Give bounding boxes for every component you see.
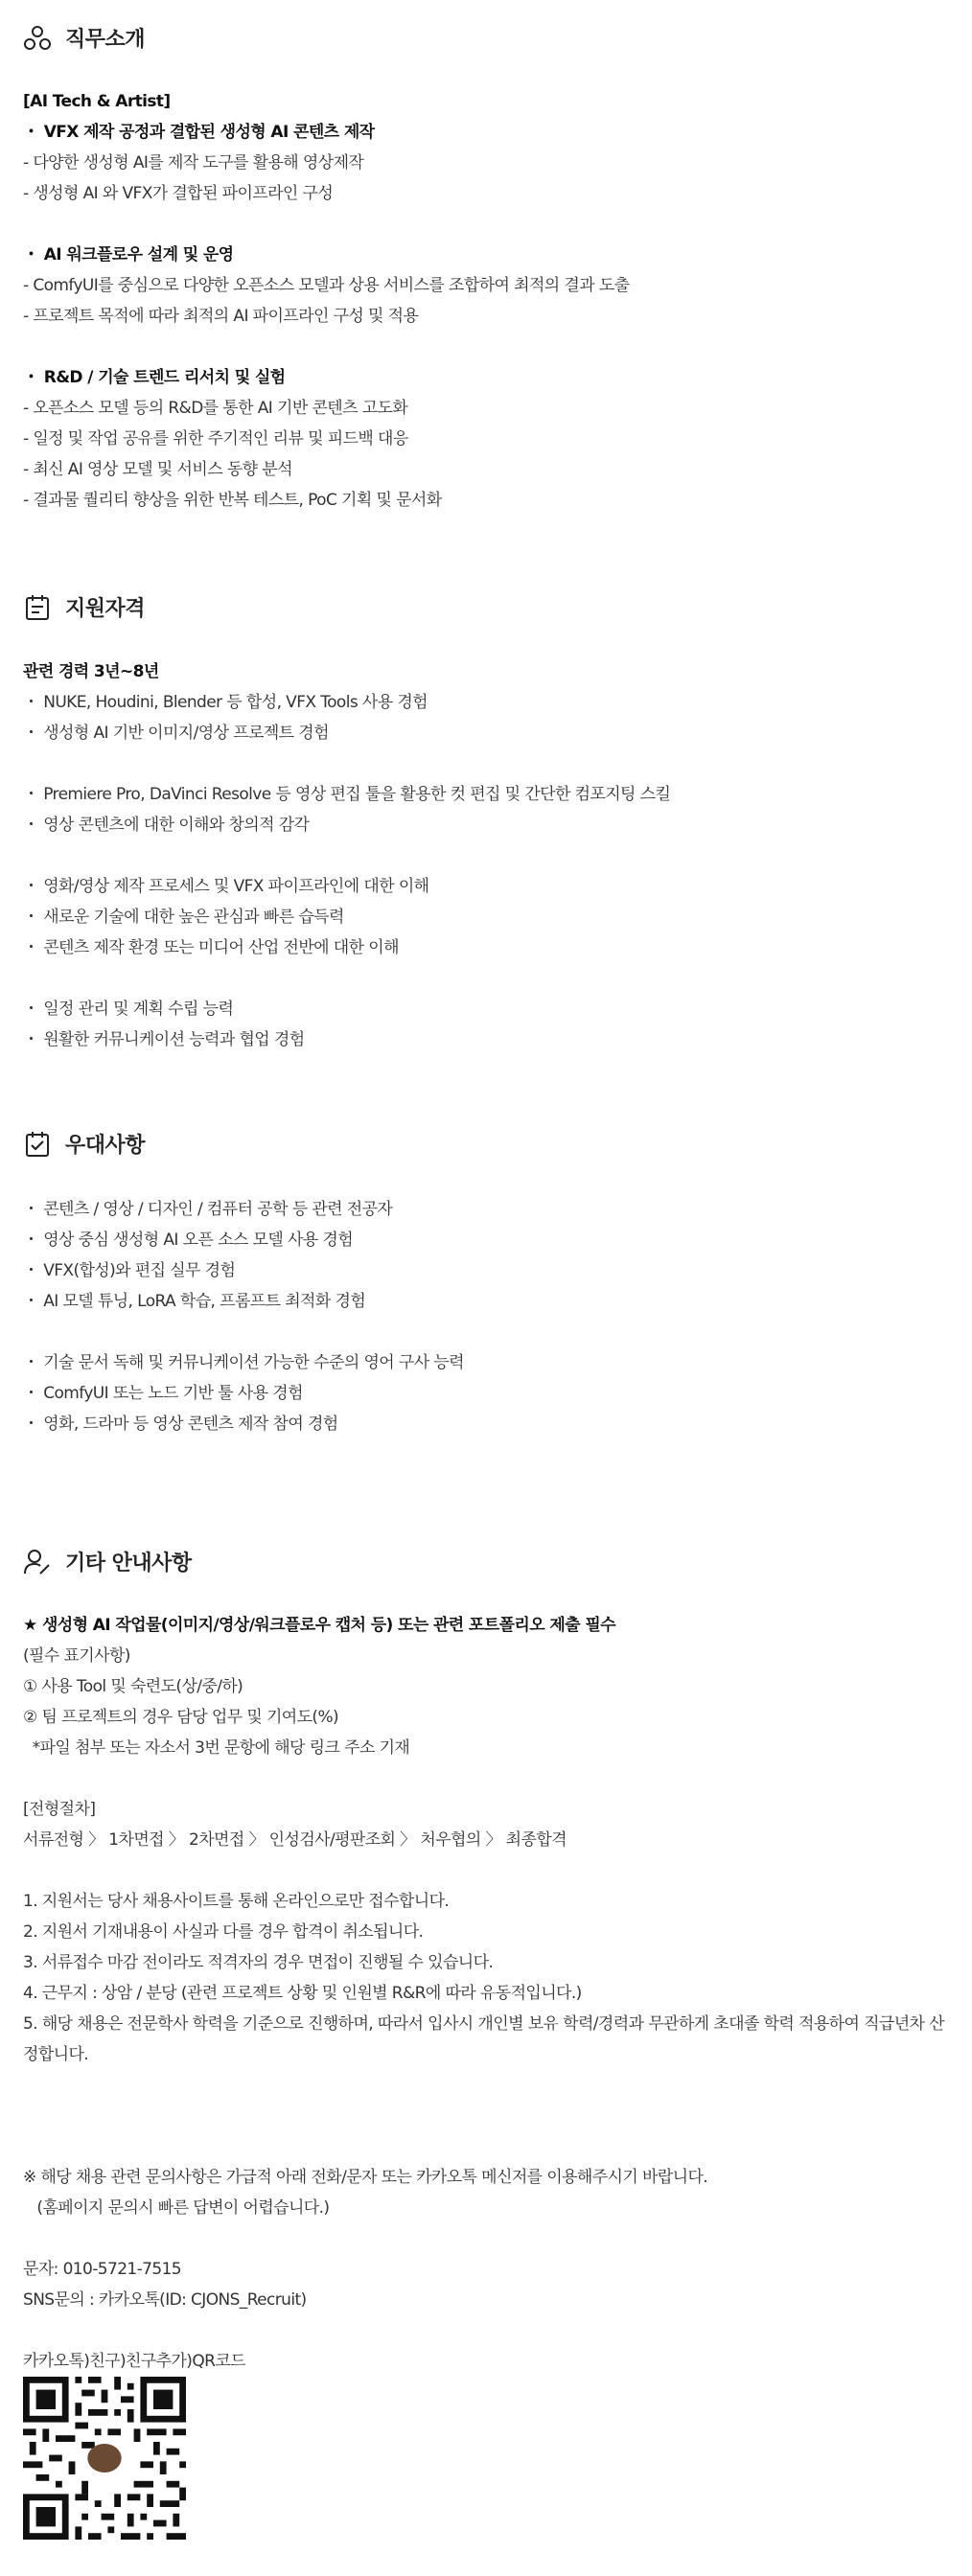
- section-qualifications-title: 지원자격: [65, 597, 146, 621]
- other-line: 3. 서류접수 마감 전이라도 적격자의 경우 면접이 진행될 수 있습니다.: [23, 1953, 494, 1972]
- pref-line: ・ 기술 문서 독해 및 커뮤니케이션 가능한 수준의 영어 구사 능력: [23, 1353, 464, 1372]
- contact-line: 문자: 010-5721-7515: [23, 2260, 182, 2279]
- intro-line: - 최신 AI 영상 모델 및 서비스 동향 분석: [23, 460, 292, 479]
- qual-line: ・ 생성형 AI 기반 이미지/영상 프로젝트 경험: [23, 724, 329, 743]
- intro-line: [AI Tech & Artist]: [23, 92, 171, 111]
- section-other-title: 기타 안내사항: [65, 1552, 192, 1576]
- intro-line: - 다양한 생성형 AI를 제작 도구를 활용해 영상제작: [23, 153, 364, 172]
- intro-line: - 일정 및 작업 공유를 위한 주기적인 리뷰 및 피드백 대응: [23, 429, 408, 448]
- pref-line: ・ ComfyUI 또는 노드 기반 툴 사용 경험: [23, 1384, 303, 1403]
- section-other-body: [23, 1610, 953, 2070]
- qual-line: [23, 963, 953, 994]
- section-other-header: [23, 1547, 192, 1576]
- other-line: ★ 생성형 AI 작업물(이미지/영상/워크플로우 캡처 등) 또는 관련 포트폴리오 제출 필수: [23, 1616, 615, 1635]
- other-line: ② 팀 프로젝트의 경우 담당 업무 및 기여도(%): [23, 1708, 339, 1727]
- section-intro-title: 직무소개: [65, 28, 146, 52]
- other-line: [23, 1763, 953, 1794]
- other-line: ① 사용 Tool 및 숙련도(상/중/하): [23, 1677, 243, 1696]
- qual-line: ・ 원활한 커뮤니케이션 능력과 협업 경험: [23, 1030, 305, 1049]
- pref-line: ・ VFX(합성)와 편집 실무 경험: [23, 1261, 236, 1280]
- contact-line: [23, 2223, 953, 2254]
- contact-line: (홈페이지 문의시 빠른 답변이 어렵습니다.): [23, 2198, 330, 2218]
- contact-line: [23, 2315, 953, 2346]
- pref-line: [23, 1317, 953, 1347]
- intro-line: ・ R&D / 기술 트렌드 리서치 및 실험: [23, 368, 286, 387]
- contact-block: [23, 2162, 953, 2377]
- other-line: *파일 첨부 또는 자소서 3번 문항에 해당 링크 주소 기재: [23, 1738, 410, 1758]
- qual-line: [23, 748, 953, 779]
- pref-line: ・ 콘텐츠 / 영상 / 디자인 / 컴퓨터 공학 등 관련 전공자: [23, 1200, 393, 1219]
- qual-line: ・ 영상 콘텐츠에 대한 이해와 창의적 감각: [23, 816, 310, 835]
- qual-line: ・ 새로운 기술에 대한 높은 관심과 빠른 습득력: [23, 908, 344, 927]
- qual-line: ・ 콘텐츠 제작 환경 또는 미디어 산업 전반에 대한 이해: [23, 938, 399, 957]
- intro-line: - 결과물 퀄리티 향상을 위한 반복 테스트, PoC 기획 및 문서화: [23, 491, 442, 510]
- other-line: [전형절차]: [23, 1800, 96, 1819]
- other-line: 서류전형 〉 1차면접 〉 2차면접 〉 인성검사/평판조회 〉 처우협의 〉 최종합격: [23, 1830, 567, 1850]
- contact-line: SNS문의 : 카카오톡(ID: CJONS_Recruit): [23, 2290, 307, 2310]
- section-preferred-body: [23, 1194, 953, 1439]
- contact-line: ※ 해당 채용 관련 문의사항은 가급적 아래 전화/문자 또는 카카오톡 메신저를 이용해주시기 바랍니다.: [23, 2168, 708, 2187]
- other-line: 1. 지원서는 당사 채용사이트를 통해 온라인으로만 접수합니다.: [23, 1892, 450, 1911]
- other-line: (필수 표기사항): [23, 1646, 130, 1666]
- section-preferred-title: 우대사항: [65, 1134, 146, 1158]
- intro-line: [23, 332, 953, 362]
- qual-line: ・ NUKE, Houdini, Blender 등 합성, VFX Tools 사용 경험: [23, 693, 428, 712]
- pref-line: ・ AI 모델 튜닝, LoRA 학습, 프롬프트 최적화 경험: [23, 1292, 366, 1311]
- other-line: 2. 지원서 기재내용이 사실과 다를 경우 합격이 취소됩니다.: [23, 1922, 424, 1942]
- pref-line: ・ 영화, 드라마 등 영상 콘텐츠 제작 참여 경험: [23, 1414, 338, 1434]
- checkbox-icon: [23, 1130, 52, 1159]
- intro-line: - 프로젝트 목적에 따라 최적의 AI 파이프라인 구성 및 적용: [23, 307, 419, 326]
- qr-code[interactable]: [23, 2377, 186, 2540]
- section-preferred-header: [23, 1129, 145, 1159]
- intro-line: - ComfyUI를 중심으로 다양한 오픈소스 모델과 상용 서비스를 조합하여 최적의 결과 도출: [23, 276, 630, 295]
- clipboard-icon: [23, 593, 52, 622]
- other-note-5: 5. 해당 채용은 전문학사 학력을 기준으로 진행하며, 따라서 입사시 개인별 보유 학력/경력과 무관하게 초대졸 학력 적용하여 직급년차 산정합니다.: [23, 2014, 945, 2064]
- qual-line: 관련 경력 3년~8년: [23, 662, 159, 681]
- qual-line: ・ 영화/영상 제작 프로세스 및 VFX 파이프라인에 대한 이해: [23, 877, 429, 896]
- intro-line: [23, 209, 953, 240]
- section-intro-header: [23, 23, 145, 53]
- org-icon: [23, 24, 52, 53]
- intro-line: - 오픈소스 모델 등의 R&D를 통한 AI 기반 콘텐츠 고도화: [23, 399, 408, 418]
- other-line: 4. 근무지 : 상암 / 분당 (관련 프로젝트 상황 및 인원별 R&R에 따라 유동적입니다.): [23, 1984, 582, 2003]
- intro-line: ・ VFX 제작 공정과 결합된 생성형 AI 콘텐츠 제작: [23, 123, 375, 142]
- person-edit-icon: [23, 1548, 52, 1576]
- intro-line: ・ AI 워크플로우 설계 및 운영: [23, 245, 234, 264]
- section-intro-body: [23, 86, 953, 516]
- section-qualifications-body: [23, 656, 953, 1055]
- contact-line: 카카오톡)친구)친구추가)QR코드: [23, 2352, 245, 2371]
- qual-line: [23, 840, 953, 871]
- section-qualifications-header: [23, 592, 145, 622]
- other-line: [23, 1855, 953, 1886]
- intro-line: - 생성형 AI 와 VFX가 결합된 파이프라인 구성: [23, 184, 334, 203]
- qual-line: ・ Premiere Pro, DaVinci Resolve 등 영상 편집 툴을 활용한 컷 편집 및 간단한 컴포지팅 스킬: [23, 785, 671, 804]
- qual-line: ・ 일정 관리 및 계획 수립 능력: [23, 1000, 234, 1019]
- pref-line: ・ 영상 중심 생성형 AI 오픈 소스 모델 사용 경험: [23, 1230, 354, 1250]
